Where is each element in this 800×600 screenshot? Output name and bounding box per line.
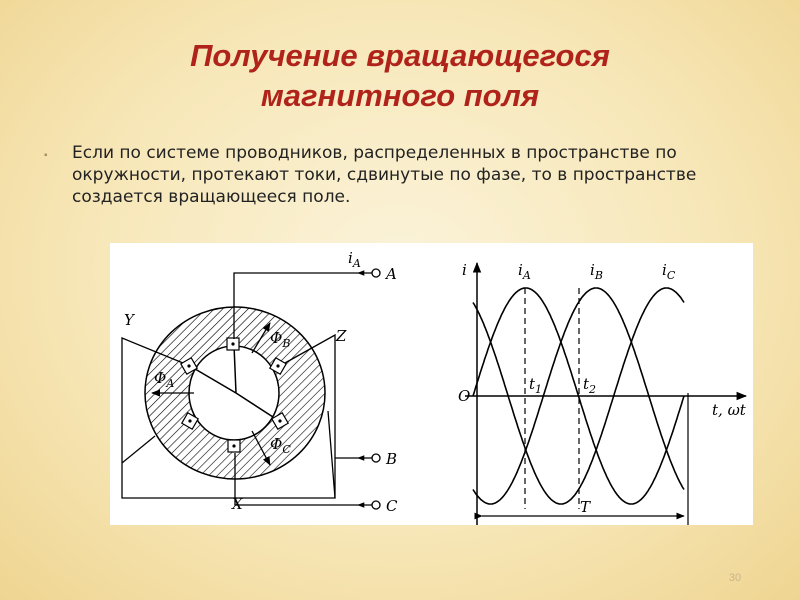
curve-ic-label: $i_C$ bbox=[662, 261, 676, 282]
title-line-2: магнитного поля bbox=[260, 78, 540, 113]
flux-a-label: $\Phi_A$ bbox=[154, 369, 175, 390]
curve-ib-label: $i_B$ bbox=[590, 261, 603, 282]
figure-svg bbox=[110, 243, 753, 525]
terminal-a bbox=[372, 269, 380, 277]
bullet-marker-icon: ▪ bbox=[44, 150, 48, 161]
origin-label: O bbox=[458, 387, 471, 405]
terminal-b-label: B bbox=[386, 450, 398, 468]
slide-title bbox=[40, 36, 760, 116]
current-ia-label: $i_A$ bbox=[348, 249, 361, 270]
x-axis-label: t, ωt bbox=[712, 401, 746, 419]
terminal-b bbox=[372, 454, 380, 462]
curve-ia-label: $i_A$ bbox=[518, 261, 531, 282]
t1-label: $t_1$ bbox=[529, 375, 543, 396]
coil-x-label: X bbox=[232, 495, 243, 513]
stator-diagram bbox=[122, 249, 398, 515]
terminal-c bbox=[372, 501, 380, 509]
t2-label: $t_2$ bbox=[583, 375, 597, 396]
y-axis-label: i bbox=[462, 261, 467, 279]
terminal-c-label: C bbox=[386, 497, 398, 515]
coil-y-label: Y bbox=[124, 311, 134, 329]
title-line-1: Получение вращающегося bbox=[190, 38, 610, 73]
flux-b-label: $\Phi_B$ bbox=[270, 329, 291, 350]
terminal-a-label: A bbox=[386, 265, 397, 283]
period-label: T bbox=[580, 498, 591, 516]
bullet-text: Если по системе проводников, распределенных в пространстве по окружности, протекают токи, сдвинутые по фазе, то в пространстве создается вращающееся поле. bbox=[72, 143, 697, 207]
flux-c-label: $\Phi_C$ bbox=[270, 435, 291, 456]
waveform-diagram bbox=[458, 261, 747, 525]
rotating-field-figure bbox=[110, 243, 753, 525]
coil-z-label: Z bbox=[336, 327, 347, 345]
page-number: 30 bbox=[728, 572, 742, 584]
